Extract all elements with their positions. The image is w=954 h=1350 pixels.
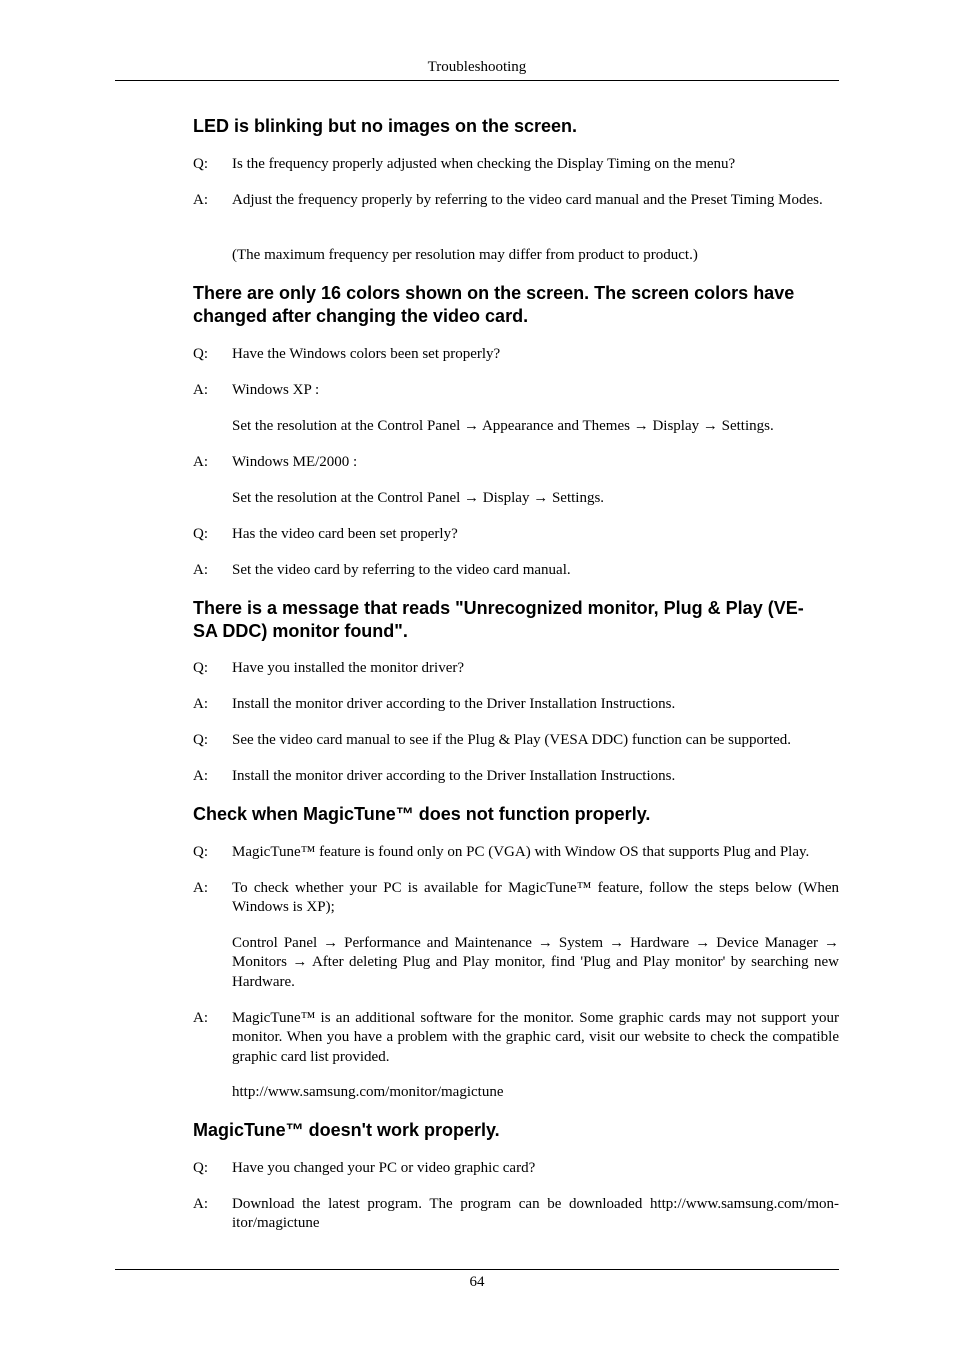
- answer-text: MagicTune™ is an additional software for the monitor. Some graphic cards may not support your monitor. When you have a problem with the graphic card, visit our website to check the compatible graphic card list provided.: [232, 1010, 839, 1065]
- qa-item: [193, 767, 839, 786]
- question-tag: Q:: [193, 526, 208, 542]
- heading-line: changed after changing the video card.: [193, 306, 529, 326]
- page-header-title: Troubleshooting: [427, 59, 527, 75]
- question-tag: Q:: [193, 844, 208, 860]
- heading-line: There is a message that reads "Unrecognized monitor, Plug & Play (VE-: [193, 598, 804, 618]
- answer-text: Install the monitor driver according to the Driver Installation Instructions.: [232, 696, 676, 712]
- question-text: Has the video card been set properly?: [232, 526, 458, 542]
- question-text: MagicTune™ feature is found only on PC (VGA) with Window OS that supports Plug and Play.: [232, 844, 810, 860]
- answer-tag: A:: [193, 768, 208, 784]
- section-heading-16-colors: [193, 282, 839, 328]
- question-tag: Q:: [193, 732, 208, 748]
- section-heading-magictune-not-working: MagicTune™ doesn't work properly.: [193, 1120, 500, 1140]
- question-tag: Q:: [193, 660, 208, 676]
- answer-tag: A:: [193, 880, 208, 896]
- question-text: Have the Windows colors been set properly?: [232, 346, 501, 362]
- question-text: Have you changed your PC or video graphic card?: [232, 1160, 536, 1176]
- answer-tag: A:: [193, 192, 208, 208]
- answer-text: Set the video card by referring to the video card manual.: [232, 562, 571, 578]
- question-tag: Q:: [193, 346, 208, 362]
- section-heading-led-blinking: LED is blinking but no images on the screen.: [193, 116, 578, 136]
- section-heading-unrecognized-monitor: [193, 597, 839, 643]
- qa-item: [193, 453, 839, 472]
- qa-item: [193, 695, 839, 714]
- qa-item: [193, 191, 839, 210]
- answer-note: Set the resolution at the Control Panel → Appearance and Themes → Display → Settings.: [232, 418, 774, 434]
- answer-text: Windows XP :: [232, 382, 320, 398]
- qa-item: [193, 1009, 839, 1067]
- answer-tag: A:: [193, 1196, 208, 1212]
- answer-text: Download the latest program. The program can be downloaded http://www.samsung.com/mon-itor/magictune: [232, 1196, 839, 1232]
- answer-note: Set the resolution at the Control Panel → Display → Settings.: [232, 490, 605, 506]
- qa-item: [193, 381, 839, 400]
- header-divider: [115, 80, 839, 81]
- qa-item: [193, 1195, 839, 1234]
- qa-item: [193, 843, 839, 862]
- heading-line: SA DDC) monitor found".: [193, 621, 408, 641]
- answer-tag: A:: [193, 696, 208, 712]
- qa-item: [193, 1159, 839, 1178]
- answer-text: Windows ME/2000 :: [232, 454, 358, 470]
- question-text: Have you installed the monitor driver?: [232, 660, 465, 676]
- section-heading-magictune-check: Check when MagicTune™ does not function properly.: [193, 804, 651, 824]
- answer-tag: A:: [193, 382, 208, 398]
- answer-tag: A:: [193, 1010, 208, 1026]
- qa-item: [193, 659, 839, 678]
- answer-text: Adjust the frequency properly by referring to the video card manual and the Preset Timing Modes.: [232, 192, 823, 208]
- qa-item: [193, 525, 839, 544]
- question-text: Is the frequency properly adjusted when checking the Display Timing on the menu?: [232, 156, 736, 172]
- qa-item: [193, 561, 839, 580]
- answer-note: (The maximum frequency per resolution may differ from product to product.): [232, 247, 698, 263]
- answer-note: Control Panel → Performance and Maintenance → System → Hardware → Device Manager → Monitors → After deleting Plug and Play monitor, find 'Plug and Play monitor' by searching new Hardware.: [232, 935, 839, 990]
- answer-text: To check whether your PC is available for MagicTune™ feature, follow the steps below (When Windows is XP);: [232, 880, 839, 916]
- question-tag: Q:: [193, 156, 208, 172]
- qa-item: [193, 879, 839, 918]
- question-text: See the video card manual to see if the Plug & Play (VESA DDC) function can be supported.: [232, 732, 792, 748]
- heading-line: There are only 16 colors shown on the screen. The screen colors have: [193, 283, 795, 303]
- magictune-url: http://www.samsung.com/monitor/magictune: [232, 1084, 504, 1100]
- qa-item: [193, 345, 839, 364]
- answer-tag: A:: [193, 454, 208, 470]
- question-tag: Q:: [193, 1160, 208, 1176]
- answer-text: Install the monitor driver according to the Driver Installation Instructions.: [232, 768, 676, 784]
- qa-item: [193, 155, 839, 174]
- answer-tag: A:: [193, 562, 208, 578]
- page-number: 64: [469, 1274, 485, 1290]
- qa-item: [193, 731, 839, 750]
- footer-divider: [115, 1269, 839, 1270]
